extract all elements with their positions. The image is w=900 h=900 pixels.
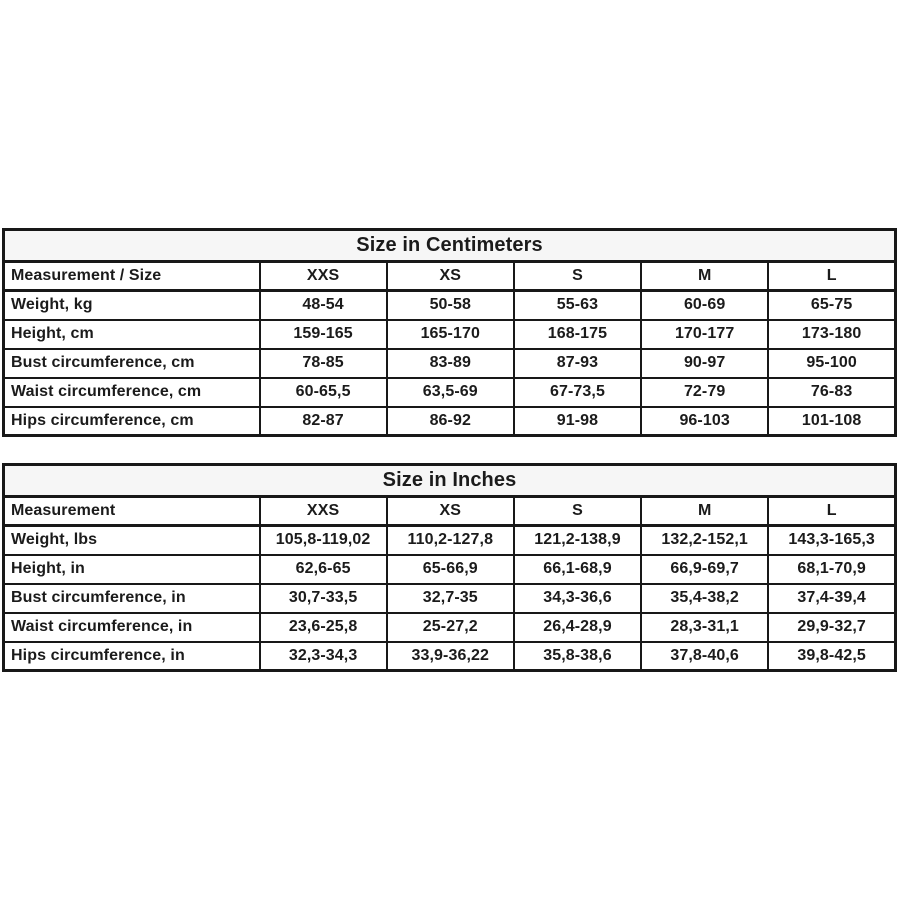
table-title-inches: Size in Inches	[4, 465, 896, 497]
cell-value: 68,1-70,9	[768, 555, 895, 584]
cell-value: 159-165	[260, 320, 387, 349]
cell-value: M	[641, 497, 768, 526]
cell-value: XXS	[260, 497, 387, 526]
cell-value: 32,3-34,3	[260, 642, 387, 671]
table-row	[4, 555, 896, 584]
cell-value: 78-85	[260, 349, 387, 378]
cell-value: 66,9-69,7	[641, 555, 768, 584]
cell-value: 105,8-119,02	[260, 526, 387, 555]
cell-value: 35,8-38,6	[514, 642, 641, 671]
row-label: Hips circumference, cm	[4, 407, 260, 436]
table-row	[4, 291, 896, 320]
cell-value: 96-103	[641, 407, 768, 436]
table-row	[4, 642, 896, 671]
cell-value: 23,6-25,8	[260, 613, 387, 642]
cell-value: 143,3-165,3	[768, 526, 895, 555]
cell-value: 60-69	[641, 291, 768, 320]
table-title-row	[4, 465, 896, 497]
row-label: Bust circumference, in	[4, 584, 260, 613]
cell-value: 91-98	[514, 407, 641, 436]
size-table-inches	[2, 463, 897, 672]
cell-value: 65-66,9	[387, 555, 514, 584]
row-label: Weight, kg	[4, 291, 260, 320]
cell-value: 63,5-69	[387, 378, 514, 407]
cell-value: S	[514, 262, 641, 291]
cell-value: 37,4-39,4	[768, 584, 895, 613]
cell-value: 25-27,2	[387, 613, 514, 642]
cell-value: 132,2-152,1	[641, 526, 768, 555]
cell-value: 67-73,5	[514, 378, 641, 407]
cell-value: L	[768, 262, 895, 291]
size-table-inches-body	[4, 465, 896, 671]
cell-value: XS	[387, 262, 514, 291]
cell-value: L	[768, 497, 895, 526]
cell-value: 55-63	[514, 291, 641, 320]
table-title-centimeters: Size in Centimeters	[4, 230, 896, 262]
cell-value: 82-87	[260, 407, 387, 436]
cell-value: 72-79	[641, 378, 768, 407]
cell-value: 95-100	[768, 349, 895, 378]
cell-value: 50-58	[387, 291, 514, 320]
cell-value: 86-92	[387, 407, 514, 436]
row-label: Waist circumference, in	[4, 613, 260, 642]
cell-value: 39,8-42,5	[768, 642, 895, 671]
cell-value: M	[641, 262, 768, 291]
table-row	[4, 349, 896, 378]
cell-value: 48-54	[260, 291, 387, 320]
cell-value: 60-65,5	[260, 378, 387, 407]
cell-value: 170-177	[641, 320, 768, 349]
cell-value: 83-89	[387, 349, 514, 378]
cell-value: 168-175	[514, 320, 641, 349]
row-label: Bust circumference, cm	[4, 349, 260, 378]
cell-value: 28,3-31,1	[641, 613, 768, 642]
cell-value: 37,8-40,6	[641, 642, 768, 671]
cell-value: 35,4-38,2	[641, 584, 768, 613]
size-table-centimeters-body	[4, 230, 896, 436]
table-row	[4, 407, 896, 436]
cell-value: 76-83	[768, 378, 895, 407]
table-row	[4, 378, 896, 407]
cell-value: 33,9-36,22	[387, 642, 514, 671]
cell-value: 165-170	[387, 320, 514, 349]
cell-value: 30,7-33,5	[260, 584, 387, 613]
row-label: Hips circumference, in	[4, 642, 260, 671]
row-label: Measurement	[4, 497, 260, 526]
cell-value: 173-180	[768, 320, 895, 349]
table-row	[4, 320, 896, 349]
row-label: Weight, lbs	[4, 526, 260, 555]
cell-value: 101-108	[768, 407, 895, 436]
cell-value: 87-93	[514, 349, 641, 378]
table-header-row	[4, 262, 896, 291]
cell-value: 29,9-32,7	[768, 613, 895, 642]
cell-value: 34,3-36,6	[514, 584, 641, 613]
table-row	[4, 526, 896, 555]
cell-value: XS	[387, 497, 514, 526]
cell-value: 62,6-65	[260, 555, 387, 584]
row-label: Measurement / Size	[4, 262, 260, 291]
cell-value: 26,4-28,9	[514, 613, 641, 642]
table-row	[4, 584, 896, 613]
cell-value: 121,2-138,9	[514, 526, 641, 555]
cell-value: XXS	[260, 262, 387, 291]
cell-value: 32,7-35	[387, 584, 514, 613]
cell-value: 110,2-127,8	[387, 526, 514, 555]
cell-value: 66,1-68,9	[514, 555, 641, 584]
row-label: Height, cm	[4, 320, 260, 349]
row-label: Height, in	[4, 555, 260, 584]
table-row	[4, 613, 896, 642]
cell-value: 65-75	[768, 291, 895, 320]
row-label: Waist circumference, cm	[4, 378, 260, 407]
table-title-row	[4, 230, 896, 262]
cell-value: S	[514, 497, 641, 526]
size-table-centimeters	[2, 228, 897, 437]
table-header-row	[4, 497, 896, 526]
cell-value: 90-97	[641, 349, 768, 378]
